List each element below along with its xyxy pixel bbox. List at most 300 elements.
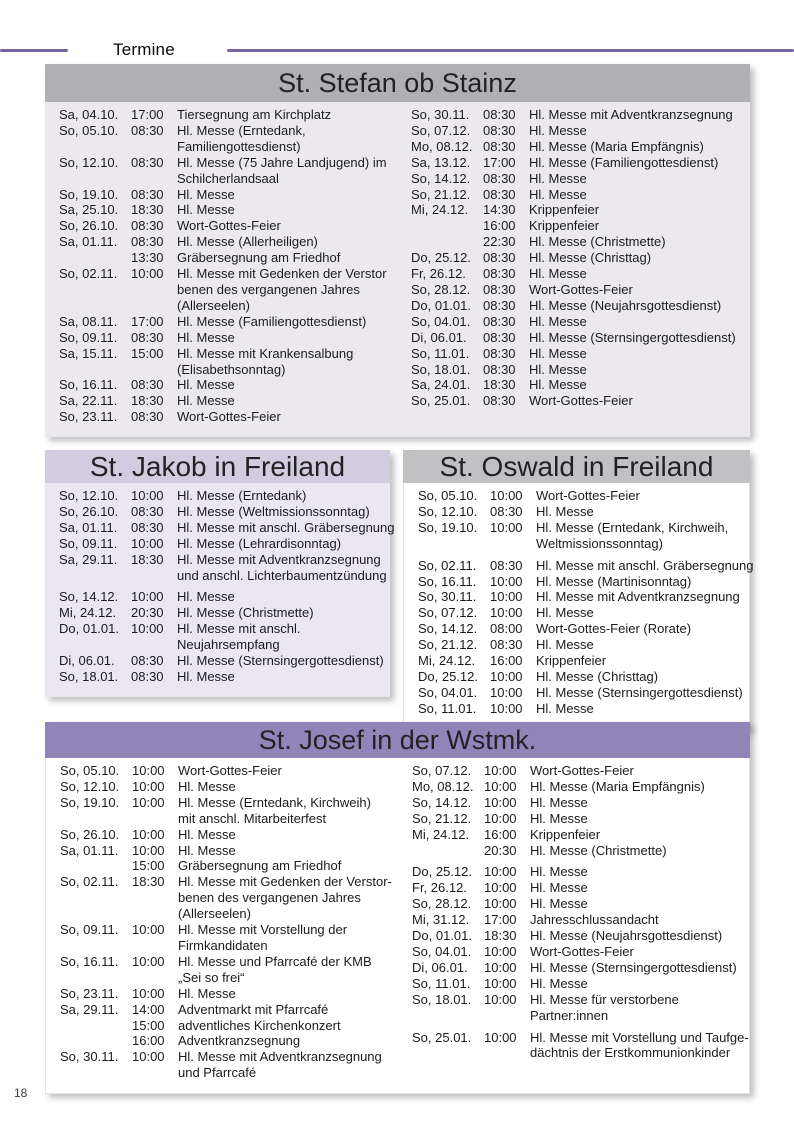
row-text: Hl. Messe	[536, 605, 594, 621]
row-time: 10:00	[490, 668, 523, 684]
schedule-row	[46, 1002, 398, 1018]
row-day: So, 14.12.	[59, 589, 119, 605]
schedule-row	[397, 314, 750, 330]
row-text: Hl. Messe	[536, 503, 594, 519]
schedule-row	[398, 763, 749, 779]
schedule-row	[398, 795, 749, 811]
row-day: So, 07.12.	[418, 605, 478, 621]
row-time: 08:30	[483, 393, 516, 409]
divider-line-right	[227, 49, 794, 52]
row-text: Neujahrsempfang	[177, 637, 280, 653]
row-day	[412, 843, 484, 859]
row-time	[131, 171, 177, 187]
row-time	[490, 536, 536, 552]
row-time: 08:00	[490, 621, 523, 637]
row-time: 17:00	[131, 107, 164, 122]
row-time: 20:30	[484, 842, 517, 858]
row-text: Hl. Messe (Sternsingergottesdienst)	[536, 684, 743, 700]
row-day: Mi, 24.12.	[418, 653, 476, 669]
row-time	[131, 362, 177, 378]
row-day: So, 14.12.	[418, 621, 478, 637]
row-time: 15:00	[132, 858, 165, 874]
schedule-row	[45, 298, 397, 314]
schedule-row	[397, 346, 750, 362]
row-day	[60, 858, 132, 874]
row-time: 08:30	[131, 234, 164, 250]
row-time: 14:30	[483, 202, 516, 218]
schedule-row	[404, 701, 753, 717]
section-title-josef: St. Josef in der Wstmk.	[45, 722, 750, 758]
row-time: 08:30	[483, 297, 516, 313]
row-text: Hl. Messe	[530, 896, 588, 912]
row-time: 08:30	[483, 122, 516, 138]
row-text: (Allerseelen)	[178, 906, 251, 922]
row-day: Sa, 24.01.	[411, 377, 471, 393]
row-day: Sa, 29.11.	[60, 1001, 119, 1017]
schedule-row	[397, 123, 750, 139]
row-day: So, 21.12.	[418, 637, 478, 653]
row-day	[411, 234, 483, 250]
row-time: 10:00	[132, 953, 165, 969]
row-day	[59, 139, 131, 155]
schedule-column	[46, 763, 398, 1081]
schedule-row	[404, 536, 753, 552]
row-day: So, 05.10.	[59, 122, 119, 138]
row-text: Hl. Messe (Sternsingergottesdienst)	[177, 653, 384, 669]
row-day: So, 30.11.	[418, 589, 477, 605]
row-text: Hl. Messe (Erntedank,	[177, 122, 306, 138]
row-text: (Elisabethsonntag)	[177, 361, 286, 377]
row-time: 15:00	[132, 1017, 165, 1033]
schedule-row	[45, 362, 397, 378]
row-text: Hl. Messe (Christmette)	[177, 605, 314, 621]
section-body-josef	[45, 758, 750, 1094]
row-time: 17:00	[483, 154, 516, 170]
row-time	[132, 811, 178, 827]
schedule-column	[398, 763, 749, 1061]
section-title-oswald: St. Oswald in Freiland	[403, 450, 750, 483]
schedule-row	[45, 187, 397, 203]
schedule-row	[398, 896, 749, 912]
row-time: 10:00	[132, 985, 165, 1001]
row-day: So, 05.10.	[60, 763, 120, 778]
row-day: Mi, 24.12.	[411, 202, 469, 218]
schedule-row	[46, 890, 398, 906]
row-day: Fr, 26.12.	[411, 266, 466, 282]
section-panel-oswald	[403, 450, 754, 730]
row-day: So, 14.12.	[412, 794, 472, 810]
row-day: So, 25.01.	[412, 1029, 472, 1045]
row-time: 16:00	[490, 653, 523, 669]
schedule-row	[45, 171, 397, 187]
schedule-row	[46, 811, 398, 827]
section-panel-josef	[45, 722, 750, 1094]
row-time: 08:30	[131, 668, 164, 684]
row-text: Hl. Messe	[529, 266, 587, 282]
row-text: Hl. Messe	[536, 700, 594, 716]
row-text: Hl. Messe mit Adventkranzsegnung	[536, 589, 740, 605]
row-time: 10:00	[484, 896, 517, 912]
row-text: Wort-Gottes-Feier	[178, 763, 282, 778]
row-time: 10:00	[132, 826, 165, 842]
row-text: Hl. Messe (Maria Empfängnis)	[530, 778, 705, 794]
row-day: So, 12.10.	[59, 154, 119, 170]
schedule-row	[45, 504, 394, 520]
row-text: Hl. Messe	[177, 186, 235, 202]
row-day: So, 30.11.	[60, 1049, 119, 1065]
row-text: Wort-Gottes-Feier	[177, 409, 281, 425]
row-time: 08:30	[131, 122, 164, 138]
schedule-row	[404, 605, 753, 621]
row-text: Hl. Messe	[530, 880, 588, 896]
row-text: Hl. Messe	[177, 589, 235, 605]
row-day: Sa, 08.11.	[59, 313, 118, 329]
schedule-row	[398, 944, 749, 960]
row-day: So, 11.01.	[412, 975, 471, 991]
row-time: 08:30	[483, 361, 516, 377]
row-time	[132, 890, 178, 906]
row-time: 10:00	[131, 621, 164, 637]
schedule-row	[397, 282, 750, 298]
row-time: 10:00	[484, 1029, 517, 1045]
row-text: Hl. Messe	[178, 826, 236, 842]
row-time: 18:30	[483, 377, 516, 393]
schedule-row	[404, 558, 753, 574]
schedule-row	[46, 922, 398, 938]
row-text: Tiersegnung am Kirchplatz	[177, 107, 332, 122]
row-time: 08:30	[483, 281, 516, 297]
row-text: Weltmissionssonntag)	[536, 535, 663, 551]
schedule-row	[404, 504, 753, 520]
section-panel-jakob	[45, 450, 395, 697]
row-time	[132, 970, 178, 986]
row-day	[59, 362, 131, 378]
page-number: 18	[14, 1086, 28, 1100]
row-text: Hl. Messe	[529, 186, 587, 202]
row-text: „Sei so frei“	[178, 969, 245, 985]
row-day: So, 11.01.	[411, 345, 470, 361]
row-text: Hl. Messe	[177, 668, 235, 684]
row-text: Firmkandidaten	[178, 937, 268, 953]
row-time: 18:30	[131, 551, 164, 567]
row-day: So, 04.01.	[412, 943, 472, 959]
row-day: So, 28.12.	[411, 281, 471, 297]
row-time	[131, 637, 177, 653]
row-text: Hl. Messe (Weltmissionssonntag)	[177, 503, 370, 519]
section-body-stefan	[45, 102, 750, 437]
row-time: 16:00	[483, 218, 516, 234]
row-day: So, 04.01.	[411, 313, 471, 329]
row-day	[59, 282, 131, 298]
row-day: Sa, 01.11.	[59, 519, 118, 535]
row-day: Di, 06.01.	[59, 653, 115, 669]
schedule-row	[45, 123, 397, 139]
row-day: So, 21.12.	[411, 186, 471, 202]
schedule-row	[397, 330, 750, 346]
page-title: Termine	[113, 40, 175, 59]
row-text: Hl. Messe	[177, 393, 235, 409]
schedule-column	[397, 107, 750, 409]
schedule-row	[45, 330, 397, 346]
row-text: Gräbersegnung am Friedhof	[177, 250, 341, 266]
row-time: 22:30	[483, 234, 516, 250]
row-day: So, 26.10.	[59, 218, 119, 234]
schedule-row	[397, 250, 750, 266]
schedule-row	[45, 409, 397, 425]
schedule-row	[46, 938, 398, 954]
row-day	[60, 890, 132, 906]
row-time: 10:00	[490, 488, 523, 503]
row-text: Hl. Messe	[530, 864, 588, 880]
row-day: So, 07.12.	[411, 122, 471, 138]
row-day: So, 16.11.	[418, 573, 477, 589]
row-time: 17:00	[131, 313, 164, 329]
row-text: Familiengottesdienst)	[177, 138, 301, 154]
row-text: Hl. Messe mit Adventkranzsegnung	[529, 107, 733, 122]
schedule-row	[46, 858, 398, 874]
schedule-row	[45, 139, 397, 155]
row-time: 10:00	[484, 991, 517, 1007]
row-time: 08:30	[131, 503, 164, 519]
schedule-row	[45, 377, 397, 393]
row-text: Hl. Messe mit anschl.	[177, 621, 301, 637]
row-day: Sa, 04.10.	[59, 107, 119, 122]
row-day: Mi, 24.12.	[59, 605, 117, 621]
schedule-row	[45, 589, 394, 605]
row-text: adventliches Kirchenkonzert	[178, 1017, 341, 1033]
row-time	[131, 139, 177, 155]
row-text: Gräbersegnung am Friedhof	[178, 858, 342, 874]
schedule-row	[45, 536, 394, 552]
row-text: benen des vergangenen Jahres	[178, 890, 361, 906]
row-time: 08:30	[131, 519, 164, 535]
row-day: So, 23.11.	[59, 409, 118, 425]
row-time: 10:00	[484, 864, 517, 880]
row-text: Hl. Messe (Sternsingergottesdienst)	[529, 329, 736, 345]
row-time: 10:00	[132, 922, 165, 938]
row-day: Do, 25.12.	[412, 864, 472, 880]
row-text: Krippenfeier	[529, 218, 600, 234]
row-text: Hl. Messe	[178, 985, 236, 1001]
row-day: So, 18.01.	[411, 361, 471, 377]
section-body-oswald	[403, 483, 754, 730]
schedule-row	[397, 155, 750, 171]
schedule-row	[397, 139, 750, 155]
schedule-column	[404, 488, 753, 717]
row-day	[412, 1045, 484, 1061]
row-day: So, 12.10.	[59, 488, 119, 503]
divider-line-left	[0, 49, 68, 52]
schedule-row	[398, 1030, 749, 1046]
row-day: So, 12.10.	[60, 778, 120, 794]
row-day: Do, 01.01.	[59, 621, 119, 637]
row-text: Hl. Messe	[529, 361, 587, 377]
row-time: 10:00	[490, 573, 523, 589]
row-day: So, 28.12.	[412, 896, 472, 912]
row-text: Hl. Messe mit anschl. Gräbersegnung	[536, 557, 754, 573]
schedule-row	[45, 266, 397, 282]
row-time: 14:00	[132, 1001, 165, 1017]
row-time: 10:00	[490, 700, 523, 716]
row-day	[411, 218, 483, 234]
row-time: 10:00	[131, 488, 164, 503]
schedule-row	[46, 779, 398, 795]
schedule-row	[46, 1033, 398, 1049]
row-text: Partner:innen	[530, 1007, 609, 1023]
row-day	[412, 1008, 484, 1024]
schedule-row	[45, 488, 394, 504]
schedule-row	[397, 234, 750, 250]
schedule-row	[404, 637, 753, 653]
schedule-row	[397, 218, 750, 234]
row-day: So, 25.01.	[411, 393, 471, 409]
row-text: Hl. Messe mit Gedenken der Verstor-	[178, 874, 392, 890]
row-day: Sa, 13.12.	[411, 154, 471, 170]
row-time	[484, 1008, 530, 1024]
row-text: Hl. Messe	[529, 313, 587, 329]
row-text: Hl. Messe (Neujahrsgottesdienst)	[530, 928, 723, 944]
row-day: So, 23.11.	[60, 985, 119, 1001]
row-day: Do, 25.12.	[411, 250, 471, 266]
schedule-row	[46, 906, 398, 922]
row-day	[60, 1033, 132, 1049]
row-time: 10:00	[132, 794, 165, 810]
row-text: Hl. Messe	[530, 810, 588, 826]
row-day: So, 12.10.	[418, 503, 478, 519]
row-text: Hl. Messe (Christtag)	[536, 668, 659, 684]
row-text: Hl. Messe für verstorbene	[530, 991, 679, 1007]
schedule-row	[397, 107, 750, 123]
row-text: Hl. Messe (Maria Empfängnis)	[529, 138, 704, 154]
row-text: und Pfarrcafé	[178, 1065, 257, 1081]
row-text: Wort-Gottes-Feier	[177, 218, 281, 234]
row-day: So, 19.10.	[59, 186, 119, 202]
row-day: Do, 01.01.	[411, 297, 471, 313]
row-day: So, 21.12.	[412, 810, 472, 826]
row-day: Sa, 15.11.	[59, 345, 118, 361]
row-text: Hl. Messe (Christmette)	[530, 842, 667, 858]
schedule-row	[46, 1049, 398, 1065]
schedule-row	[45, 250, 397, 266]
row-time: 18:30	[132, 874, 165, 890]
row-day: Di, 06.01.	[412, 959, 468, 975]
row-time: 15:00	[131, 345, 164, 361]
row-time: 08:30	[131, 409, 164, 425]
row-time: 08:30	[483, 138, 516, 154]
schedule-row	[46, 986, 398, 1002]
row-day: So, 02.11.	[60, 874, 119, 890]
row-text: Hl. Messe mit Vorstellung der	[178, 922, 348, 938]
row-text: Hl. Messe mit anschl. Gräbersegnung	[177, 519, 395, 535]
schedule-row	[398, 843, 749, 859]
schedule-row	[398, 864, 749, 880]
row-day: So, 19.10.	[418, 519, 478, 535]
row-time: 10:00	[484, 959, 517, 975]
schedule-row	[46, 827, 398, 843]
row-text: dächtnis der Erstkommunionkinder	[530, 1045, 731, 1061]
row-day: So, 19.10.	[60, 794, 120, 810]
schedule-row	[398, 880, 749, 896]
schedule-row	[404, 621, 753, 637]
row-day	[60, 1018, 132, 1034]
row-time: 10:00	[490, 684, 523, 700]
schedule-row	[397, 393, 750, 409]
row-time: 20:30	[131, 605, 164, 621]
row-time	[132, 1065, 178, 1081]
schedule-row	[46, 1065, 398, 1081]
row-text: Wort-Gottes-Feier (Rorate)	[536, 621, 692, 637]
row-day	[59, 568, 131, 584]
row-time: 16:00	[132, 1033, 165, 1049]
schedule-row	[45, 653, 394, 669]
row-text: Hl. Messe (Allerheiligen)	[177, 234, 318, 250]
row-day: So, 09.11.	[59, 329, 118, 345]
row-day	[59, 298, 131, 314]
schedule-row	[398, 960, 749, 976]
row-text: Hl. Messe	[529, 170, 587, 186]
schedule-row	[404, 685, 753, 701]
schedule-row	[397, 266, 750, 282]
row-text: Wort-Gottes-Feier	[529, 393, 633, 409]
row-time: 10:00	[484, 778, 517, 794]
row-time: 10:00	[484, 763, 517, 778]
row-time: 08:30	[131, 218, 164, 234]
schedule-row	[45, 282, 397, 298]
row-text: Wort-Gottes-Feier	[530, 943, 634, 959]
row-time: 10:00	[132, 1049, 165, 1065]
row-text: Hl. Messe	[530, 975, 588, 991]
row-text: Hl. Messe (Erntedank, Kirchweih,	[536, 519, 729, 535]
row-day: So, 26.10.	[59, 503, 119, 519]
row-time: 10:00	[131, 589, 164, 605]
row-text: Hl. Messe (Sternsingergottesdienst)	[530, 959, 737, 975]
row-day: So, 18.01.	[59, 668, 119, 684]
row-text: benen des vergangenen Jahres	[177, 281, 360, 297]
row-time: 13:30	[131, 250, 164, 266]
row-text: Hl. Messe (Lehrardisonntag)	[177, 535, 342, 551]
section-body-jakob	[45, 483, 395, 697]
page-header	[0, 40, 794, 60]
row-day	[60, 1065, 132, 1081]
schedule-row	[404, 669, 753, 685]
row-day: Sa, 25.10.	[59, 202, 119, 218]
row-text: Hl. Messe	[536, 637, 594, 653]
schedule-row	[45, 314, 397, 330]
schedule-row	[398, 992, 749, 1008]
row-day: Mi, 24.12.	[412, 826, 470, 842]
row-day: So, 07.12.	[412, 763, 472, 778]
row-day: So, 02.11.	[418, 557, 477, 573]
section-title-jakob: St. Jakob in Freiland	[45, 450, 390, 483]
row-time: 08:30	[490, 637, 523, 653]
row-time: 08:30	[483, 186, 516, 202]
row-time: 08:30	[483, 107, 516, 122]
row-text: Hl. Messe (Erntedank)	[177, 488, 307, 503]
schedule-row	[45, 605, 394, 621]
row-day	[418, 536, 490, 552]
schedule-row	[398, 1008, 749, 1024]
schedule-row	[46, 874, 398, 890]
row-day	[59, 171, 131, 187]
row-time: 10:00	[484, 943, 517, 959]
row-text: Krippenfeier	[529, 202, 600, 218]
schedule-row	[397, 187, 750, 203]
row-day: Do, 25.12.	[418, 668, 478, 684]
row-text: Hl. Messe (Christtag)	[529, 250, 652, 266]
schedule-row	[45, 234, 397, 250]
row-time: 10:00	[490, 605, 523, 621]
row-day	[59, 250, 131, 266]
